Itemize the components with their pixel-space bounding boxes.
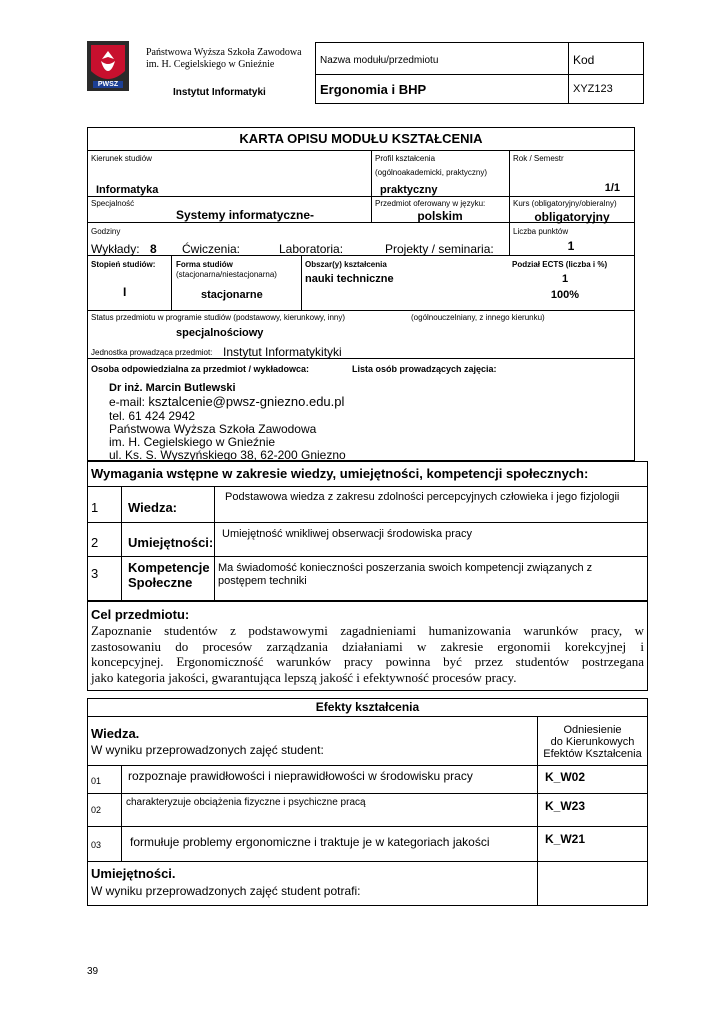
requirement-3-label-line2: Społeczne xyxy=(128,575,193,590)
goal-text-line3: koncepcyjnej. Ergonomiczność warunków pracy powinna być przez studentów postrzegana xyxy=(91,654,644,669)
knowledge-subtitle: W wyniku przeprowadzonych zajęć student: xyxy=(91,743,324,757)
profile: praktyczny xyxy=(380,184,438,196)
course-type-label: Kurs (obligatoryjny/obieralny) xyxy=(513,199,617,208)
effect-1-code: K_W02 xyxy=(545,770,586,784)
projects-label: Projekty / seminaria: xyxy=(385,242,494,256)
profile-sub: (ogólnoakademicki, praktyczny) xyxy=(375,168,488,177)
reference-line1: Odniesienie xyxy=(563,724,622,736)
ects-number: 1 xyxy=(561,273,569,285)
knowledge-title: Wiedza. xyxy=(91,726,140,741)
study-form-sub: (stacjonarna/niestacjonarna) xyxy=(176,270,277,279)
contact-name: Dr inż. Marcin Butlewski xyxy=(109,382,236,394)
card-title: KARTA OPISU MODUŁU KSZTAŁCENIA xyxy=(239,131,483,146)
specialty: Systemy informatyczne- xyxy=(176,208,315,222)
ects-label: Podział ECTS (liczba i %) xyxy=(512,260,608,269)
requirement-3-text-line1: Ma świadomość konieczności poszerzania swoich kompetencji związanych z xyxy=(218,562,593,574)
education-area: nauki techniczne xyxy=(305,273,394,285)
module-name: Ergonomia i BHP xyxy=(320,82,427,97)
goal-text-line4: jako kategoria jakości, gwarantująca lepszą jakość i efektywność procesów pracy. xyxy=(91,669,517,685)
specialty-label: Specjalność xyxy=(91,199,135,208)
contact-email-line xyxy=(109,395,344,409)
degree: I xyxy=(123,285,127,299)
requirement-3-label-line1: Kompetencje xyxy=(128,560,210,575)
reference-line3: Efektów Kształcenia xyxy=(543,748,642,760)
requirements-title: Wymagania wstępne w zakresie wiedzy, umiejętności, kompetencji społecznych: xyxy=(91,466,589,481)
code-label: Kod xyxy=(573,53,595,67)
effect-3-number: 03 xyxy=(91,840,102,850)
university-name-line1: Państwowa Wyższa Szkoła Zawodowa xyxy=(146,47,302,58)
points-label: Liczba punktów xyxy=(513,227,569,236)
module-code: XYZ123 xyxy=(573,83,613,95)
module-name-label: Nazwa modułu/przedmiotu xyxy=(320,55,439,66)
hours-label: Godziny xyxy=(91,227,121,236)
contact-phone: tel. 61 424 2942 xyxy=(109,409,196,423)
year-semester: 1/1 xyxy=(604,182,620,194)
contact-email-label: e-mail: xyxy=(109,395,146,409)
requirement-2-label: Umiejętności: xyxy=(128,535,214,550)
ects-percent: 100% xyxy=(550,289,580,301)
effect-1-text: rozpoznaje prawidłowości i nieprawidłowości w środowisku pracy xyxy=(128,769,473,783)
effects-title: Efekty kształcenia xyxy=(315,700,420,714)
effect-2-text: charakteryzuje obciążenia fizyczne i psychiczne pracą xyxy=(126,797,366,808)
university-logo xyxy=(87,41,129,91)
lecturers-list-label: Lista osób prowadzących zajęcia: xyxy=(352,364,497,374)
course-type: obligatoryjny xyxy=(534,210,610,224)
responsible-person-label: Osoba odpowiedzialna za przedmiot / wykładowca: xyxy=(91,364,310,374)
teaching-unit-label: Jednostka prowadząca przedmiot: xyxy=(91,348,213,357)
lectures-label: Wykłady: xyxy=(91,242,140,256)
effect-3-code: K_W21 xyxy=(545,832,586,846)
goal-title: Cel przedmiotu: xyxy=(91,607,190,622)
effect-2-number: 02 xyxy=(91,805,102,815)
lectures-hours: 8 xyxy=(150,242,157,256)
contact-email[interactable]: ksztalcenie@pwsz-gniezno.edu.pl xyxy=(148,394,345,409)
status-sub: (ogólnouczelniany, z innego kierunku) xyxy=(411,313,545,322)
requirement-3-text-line2: postępem techniki xyxy=(218,575,307,587)
contact-address-1: Państwowa Wyższa Szkoła Zawodowa xyxy=(109,422,317,436)
institute-name: Instytut Informatyki xyxy=(173,87,266,98)
effect-3-text: formułuje problemy ergonomiczne i traktuje je w kategoriach jakości xyxy=(130,835,490,849)
points: 1 xyxy=(567,239,575,253)
field-of-study-label: Kierunek studiów xyxy=(91,154,152,163)
requirement-1-text: Podstawowa wiedza z zakresu zdolności percepcyjnych człowieka i jego fizjologii xyxy=(225,491,620,503)
requirement-1-number: 1 xyxy=(91,500,99,515)
laboratories-label: Laboratoria: xyxy=(279,242,344,256)
effect-2-code: K_W23 xyxy=(545,799,586,813)
reference-line2: do Kierunkowych xyxy=(550,736,635,748)
study-form-label: Forma studiów xyxy=(176,260,233,269)
field-of-study: Informatyka xyxy=(96,184,159,196)
requirement-2-text: Umiejętność wnikliwej obserwacji środowiska pracy xyxy=(222,528,473,540)
contact-address-2: im. H. Cegielskiego w Gnieźnie xyxy=(109,435,276,449)
goal-text-line1: Zapoznanie studentów z podstawowymi zagadnieniami humanizowania warunków pracy, w xyxy=(91,623,644,638)
logo-text: PWSZ xyxy=(97,81,119,88)
goal-text-line2: zastosowaniu do procesów zarządzania działaniami w zakresie ergonomii korekcyjnej i xyxy=(91,638,644,654)
requirement-2-number: 2 xyxy=(91,535,99,550)
skills-title: Umiejętności. xyxy=(91,866,176,881)
requirement-1-label: Wiedza: xyxy=(128,500,177,515)
course-status: specjalnościowy xyxy=(176,327,264,339)
skills-subtitle: W wyniku przeprowadzonych zajęć student potrafi: xyxy=(91,884,361,898)
teaching-unit: Instytut Informatykityki xyxy=(223,345,342,359)
study-form: stacjonarne xyxy=(201,289,263,301)
exercises-label: Ćwiczenia: xyxy=(182,242,241,256)
goal-text xyxy=(91,623,644,685)
status-label: Status przedmiotu w programie studiów (podstawowy, kierunkowy, inny) xyxy=(91,313,346,322)
profile-label: Profil kształcenia xyxy=(375,154,436,163)
area-label: Obszar(y) kształcenia xyxy=(305,260,387,269)
requirement-3-number: 3 xyxy=(91,566,99,581)
contact-address-3: ul. Ks. S. Wyszyńskiego 38, 62-200 Gniezno xyxy=(109,448,346,462)
language-label: Przedmiot oferowany w języku: xyxy=(375,199,486,208)
degree-label: Stopień studiów: xyxy=(91,260,156,269)
language: polskim xyxy=(417,209,463,223)
year-label: Rok / Semestr xyxy=(513,154,564,163)
effect-1-number: 01 xyxy=(91,776,102,786)
page-number: 39 xyxy=(87,966,99,977)
university-name-line2: im. H. Cegielskiego w Gnieźnie xyxy=(146,59,275,70)
